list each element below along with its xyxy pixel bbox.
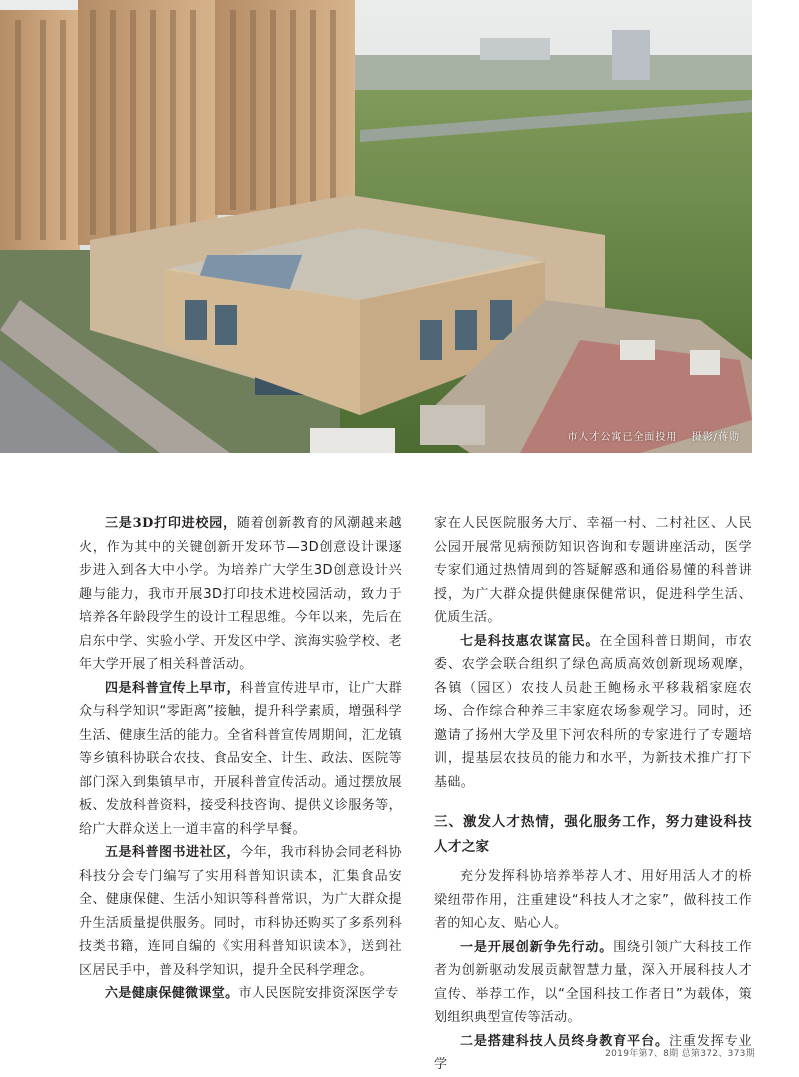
paragraph-text: 市人民医院安排资深医学专 [238, 986, 399, 1001]
paragraph-lead: 四是科普宣传上早市， [105, 680, 241, 696]
hero-photo [0, 0, 752, 453]
paragraph-lead: 五是科普图书进社区， [105, 845, 241, 860]
paragraph-continued [434, 512, 752, 630]
paragraph-text: 家在人民医院服务大厅、幸福一村、二村社区、人民公园开展常见病预防知识咨询和专题讲座活动，医学专家们通过热情周到的答疑解惑和通俗易懂的科普讲授，为广大群众提供健康保健常识，促进科学生活、优质生活。 [434, 516, 752, 625]
paragraph-lead: 三是3D打印进校园， [105, 516, 237, 531]
paragraph-text: 注重发挥专业学 [434, 1033, 752, 1072]
paragraph [79, 677, 402, 842]
paragraph [434, 936, 752, 1030]
right-column [434, 512, 752, 1077]
section-heading-text: 三、激发人才热情，强化服务工作，努力建设科技人才之家 [434, 814, 752, 855]
paragraph-text: 在全国科普日期间，市农委、农学会联合组织了绿色高质高效创新现场观摩，各镇（园区）农技人员赴王鲍杨永平移栽稻家庭农场、合作综合种养三丰家庭农场参观学习。同时，还邀请了扬州大学及里下河农科所的专家进行了专题培训，提基层农技员的能力和水平，为新技术推广打下基础。 [434, 633, 752, 790]
photo-caption [567, 428, 740, 443]
left-column [79, 512, 402, 1006]
paragraph-lead: 一是开展创新争先行动。 [460, 939, 614, 955]
paragraph-text: 随着创新教育的风潮越来越火，作为其中的关键创新开发环节—3D创意设计课逐步进入到各大中小学。为培养广大学生3D创意设计兴趣与能力，我市开展3D打印技术进校园活动，致力于培养各年龄段学生的设计工程思维。今年以来，先后在启东中学、实验小学、开发区中学、滨海实验学校、老年大学开展了相关科普活动。 [79, 516, 402, 672]
photo-credit: 摄影/蒋勋 [691, 432, 740, 443]
paragraph [79, 512, 402, 677]
paragraph-text: 科普宣传进早市，让广大群众与科学知识“零距离”接触，提升科学素质，增强科学生活、健康生活的能力。全省科普宣传周期间，汇龙镇等乡镇科协联合农技、食品安全、计生、政法、医院等部门深入到集镇早市，开展科普宣传活动。通过摆放展板、发放科普资料，接受科技咨询、提供义诊服务等，给广大群众送上一道丰富的科学早餐。 [79, 680, 402, 837]
paragraph-lead: 六是健康保健微课堂。 [105, 986, 239, 1001]
paragraph-text: 充分发挥科协培养举荐人才、用好用活人才的桥梁纽带作用，注重建设“科技人才之家”，做科技工作者的知心友、贴心人。 [434, 869, 752, 931]
caption-text: 市人才公寓已全面投用 [567, 432, 678, 443]
issue-footer: 2019年第7、8期 总第372、373期 [605, 1049, 755, 1059]
aerial-campus-illustration [0, 0, 752, 453]
paragraph-lead: 二是搭建科技人员终身教育平台。 [460, 1033, 669, 1049]
paragraph-text: 今年，我市科协会同老科协科技分会专门编写了实用科普知识读本，汇集食品安全、健康保健、生活小知识等科普常识，为广大群众提升生活质量提供服务。同时，市科协还购买了多系列科技类书籍，连同自编的《实用科普知识读本》，送到社区居民手中，普及科学知识，提升全民科学理念。 [79, 845, 402, 978]
paragraph-lead: 七是科技惠农谋富民。 [460, 633, 600, 649]
paragraph-text: 围绕引领广大科技工作者为创新驱动发展贡献智慧力量，深入开展科技人才宣传、举荐工作，以“全国科技工作者日”为载体，策划组织典型宣传等活动。 [434, 939, 752, 1025]
paragraph [434, 865, 752, 936]
paragraph [434, 630, 752, 795]
paragraph [79, 982, 402, 1006]
section-heading [434, 810, 752, 860]
paragraph [79, 841, 402, 982]
